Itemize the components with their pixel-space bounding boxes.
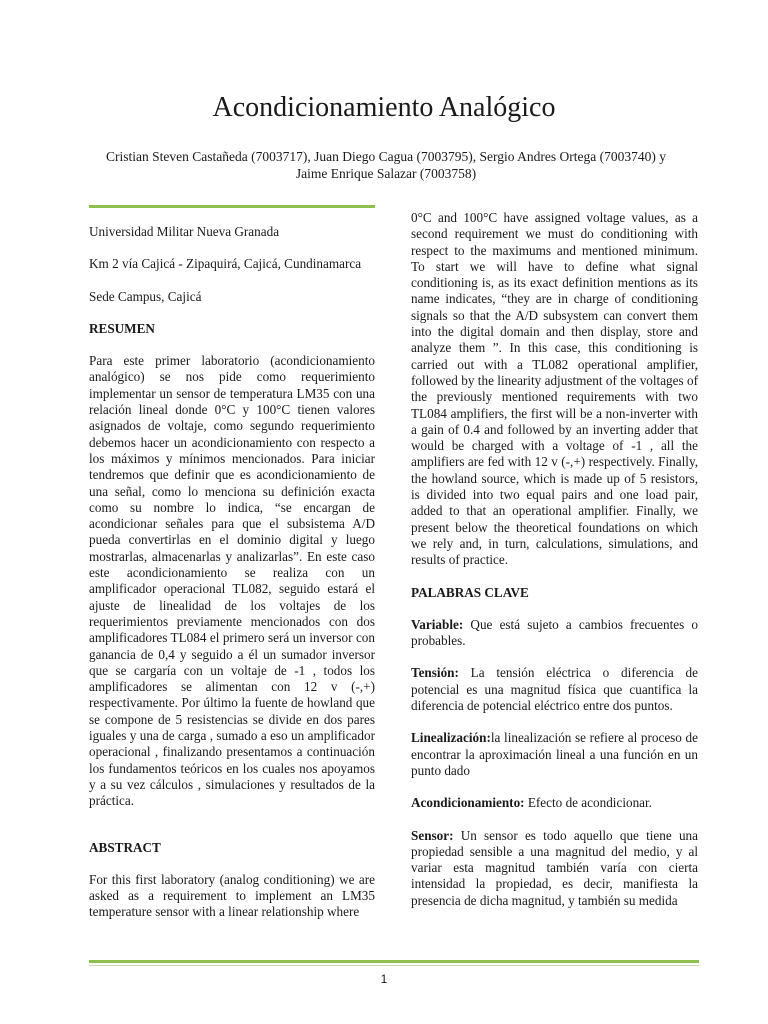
author-list: Cristian Steven Castañeda (7003717), Juan Diego Cagua (7003795), Sergio Andres Ortega (7003740) y Jaime Enrique Salazar (7003758) — [106, 149, 666, 181]
keyword-tension — [411, 665, 698, 714]
keywords-heading: PALABRAS CLAVE — [411, 584, 529, 600]
keyword-definition: Un sensor es todo aquello que tiene una propiedad sensible a una magnitud del medio, y al variar esta magnitud también varía con cierta intensidad la propiedad, es decir, manifiesta la presencia de dicha magnitud, y también su medida — [411, 827, 698, 908]
keyword-term: Linealización: — [411, 730, 491, 746]
top-divider — [89, 205, 375, 208]
keyword-term: Acondicionamiento: — [411, 795, 525, 811]
keyword-term: Sensor: — [411, 827, 454, 843]
keyword-acondicionamiento — [411, 795, 698, 811]
keyword-sensor — [411, 828, 698, 909]
affiliation-address: Km 2 vía Cajicá - Zipaquirá, Cajicá, Cundinamarca — [89, 256, 362, 272]
affiliation-campus: Sede Campus, Cajicá — [89, 288, 202, 304]
abstract-text-part1: For this first laboratory (analog conditioning) we are asked as a requirement to implement an LM35 temperature sensor with a linear relationship where — [89, 871, 375, 920]
abstract-text-part2: 0°C and 100°C have assigned voltage values, as a second requirement we must do conditioning with respect to the maximums and mentioned minimum. To start we will have to define what signal conditioning is, as its exact definition mentions as its name indicates, “they are in charge of conditioning signals so that the A/D subsystem can convert them into the digital domain and then display, store and analyze them ”. In this case, this conditioning is carried out with a TL082 operational amplifier, followed by the linearity adjustment of the voltages of the previously mentioned requirements with two TL084 amplifiers, the first will be a non-inverter with a gain of 0.4 and followed by an inverting adder that would be charged with a voltage of -1 , all the amplifiers are fed with 12 v (-,+) respectively. Finally, the howland source, which is made up of 5 resistors, is divided into two equal pairs and one load pair, added to that an operational amplifier. Finally, we present below the theoretical foundations on which we rely and, in turn, calculations, simulations, and results of practice. — [411, 210, 698, 568]
keyword-term: Tensión: — [411, 665, 459, 681]
resumen-text: Para este primer laboratorio (acondicionamiento analógico) se nos pide como requerimiento implementar un sensor de temperatura LM35 con una relación lineal donde 0°C y 100°C tienen valores asignados de voltaje, como segundo requerimiento debemos hacer un acondicionamiento con respecto a los máximos y mínimos mencionados. Para iniciar tendremos que definir que es acondicionamiento de una señal, como lo menciona su definición exacta como su nombre lo indica, “se encargan de acondicionar señales para que el subsistema A/D pueda convertirlas en el dominio digital y luego mostrarlas, almacenarlas y analizarlas”. En este caso este acondicionamiento se realiza con un amplificador operacional TL082, seguido estará el ajuste de linealidad de los voltajes de los requerimientos previamente mencionados con dos amplificadores TL084 el primero será un inversor con ganancia de 0,4 y seguido a él un sumador inversor que se cargaría con un voltaje de -1 , todos los amplificadores se alimentan con 12 v (-,+) respectivamente. Por último la fuente de howland que se compone de 5 resistencias se divide en dos pares iguales y una de carga , sumado a eso un amplificador operacional , finalizando presentamos a continuación los fundamentos teóricos en los cuales nos apoyamos y a su vez cálculos , simulaciones y resultados de la práctica. — [89, 353, 375, 809]
keyword-linealizacion — [411, 730, 698, 779]
keyword-definition: Efecto de acondicionar. — [524, 795, 652, 811]
right-column — [411, 210, 698, 909]
footer-divider — [89, 960, 699, 963]
abstract-heading: ABSTRACT — [89, 839, 161, 855]
keyword-term: Variable: — [411, 616, 464, 632]
keyword-definition: La tensión eléctrica o diferencia de potencial es una magnitud física que cuantifica la diferencia de potencial eléctrico entre dos puntos. — [411, 665, 698, 714]
page-number: 1 — [380, 972, 388, 986]
paper-title: Acondicionamiento Analógico — [212, 92, 556, 123]
footer-divider-thin — [89, 965, 699, 966]
affiliation-university: Universidad Militar Nueva Granada — [89, 224, 280, 239]
left-column — [89, 224, 375, 921]
keyword-definition: la linealización se refiere al proceso de encontrar la aproximación lineal a una función en un punto dado — [411, 730, 698, 778]
keyword-definition: Que está sujeto a cambios frecuentes o probables. — [411, 616, 698, 649]
keyword-variable — [411, 617, 698, 650]
resumen-heading: RESUMEN — [89, 320, 155, 336]
